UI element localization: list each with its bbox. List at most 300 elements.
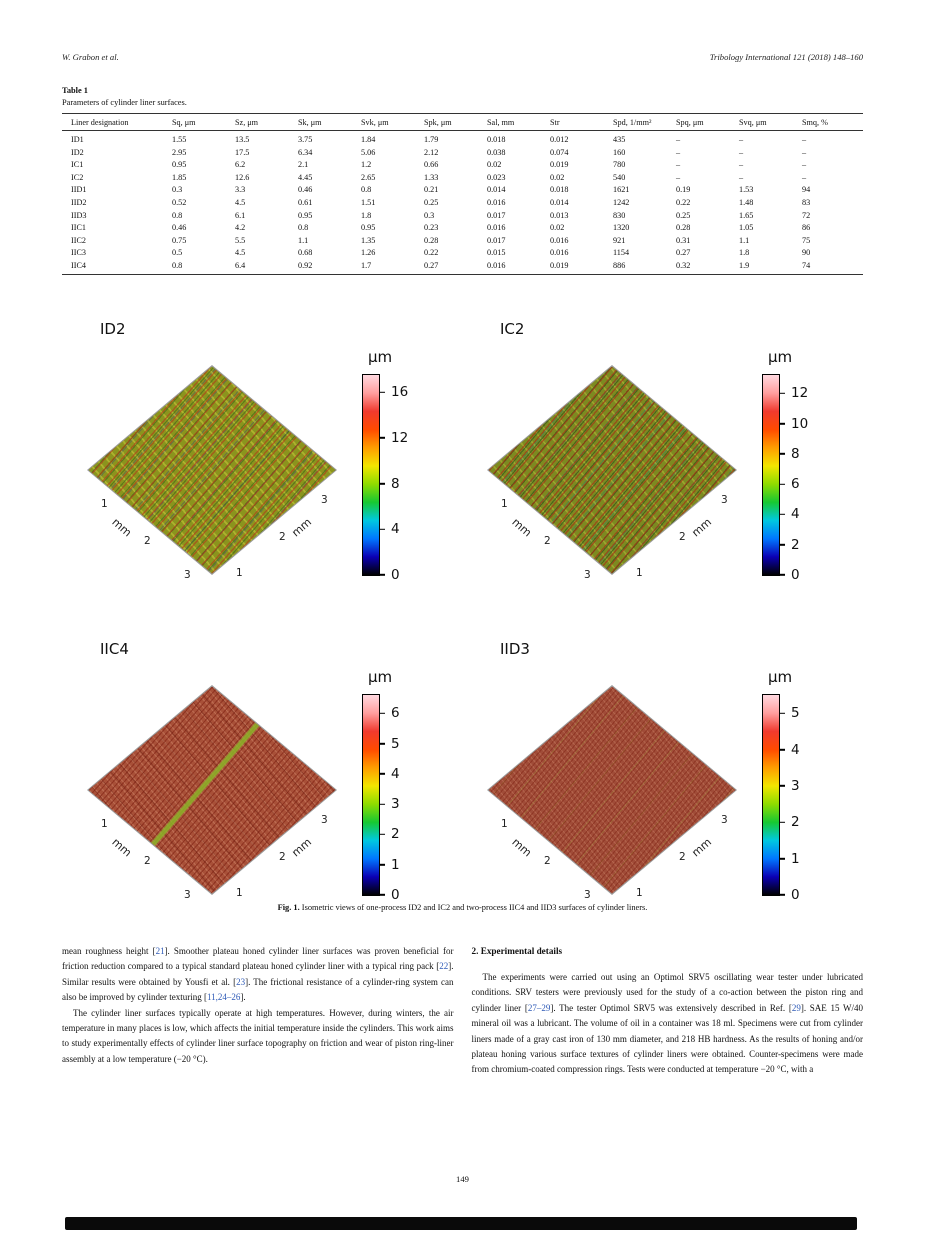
colorbar-tick-label: 10 bbox=[791, 415, 809, 432]
colorbar-tick-label: 2 bbox=[791, 814, 800, 831]
liner-designation-cell: IID1 bbox=[71, 185, 87, 195]
axis-tick-label: 3 bbox=[184, 569, 191, 581]
colorbar-tick bbox=[379, 803, 385, 805]
value-cell: – bbox=[676, 147, 681, 157]
paragraph: The experiments were carried out using an Optimol SRV5 oscillating wear tester under lubricated conditions. SRV testers were previously used for the study of a co-action between the piston ring and cylinder liner [27–29]. The tester Optimol SRV5 was extensively described in Ref. [29]. SAE 15 W/40 mineral oil was a lubricant. The volume of oil in a container was 18 ml. Specimens were cut from cylinder liners made of a gray cast iron of 130 mm diameter, and 218 HB hardness. As the results of honing and/or plateau honing various surface textures of cylinder liners were obtained. Counter-specimens were made from chromium-coated compression rings. Tests were conducted at temperature −20 °C, with a bbox=[471, 972, 863, 1075]
axis-tick-label: 3 bbox=[321, 494, 328, 506]
colorbar-unit-label: μm bbox=[368, 348, 393, 366]
colorbar-tick bbox=[779, 858, 785, 860]
surface-texture bbox=[89, 367, 336, 574]
value-cell: 72 bbox=[802, 210, 811, 220]
figure-caption-label: Fig. 1. bbox=[277, 903, 300, 912]
section-heading: 2. Experimental details bbox=[471, 946, 563, 956]
colorbar-tick-label: 0 bbox=[791, 567, 800, 583]
value-cell: 2.95 bbox=[172, 147, 187, 157]
figure-panel-IC2 bbox=[462, 320, 857, 615]
figure-panel-ID2 bbox=[62, 320, 457, 615]
value-cell: 0.017 bbox=[487, 235, 506, 245]
axis-unit-label: mm bbox=[109, 835, 135, 860]
colorbar bbox=[362, 374, 409, 583]
value-cell: 0.016 bbox=[550, 235, 569, 245]
value-cell: 1.8 bbox=[739, 248, 750, 258]
value-cell: 0.28 bbox=[676, 223, 691, 233]
value-cell: 0.8 bbox=[170, 259, 233, 274]
value-cell: 0.61 bbox=[298, 197, 313, 207]
citation-link[interactable]: 27–29 bbox=[527, 1002, 551, 1013]
colorbar-tick-label: 1 bbox=[791, 850, 800, 867]
value-cell: 0.013 bbox=[550, 210, 569, 220]
value-cell: 1.1 bbox=[298, 235, 309, 245]
colorbar-tick bbox=[779, 453, 785, 455]
value-cell: 1.1 bbox=[739, 235, 750, 245]
value-cell: 0.017 bbox=[487, 210, 506, 220]
value-cell: 0.95 bbox=[361, 223, 376, 233]
value-cell: 0.22 bbox=[424, 248, 439, 258]
bottom-scan-bar bbox=[65, 1217, 857, 1230]
liner-designation-cell: ID2 bbox=[71, 147, 84, 157]
axis-tick-label: 3 bbox=[584, 569, 591, 581]
surface-base bbox=[487, 365, 737, 575]
table-column-header: Spk, μm bbox=[422, 114, 485, 131]
value-cell: 0.02 bbox=[487, 160, 502, 170]
table-row bbox=[62, 247, 863, 260]
value-cell: 1.26 bbox=[361, 248, 376, 258]
value-cell: 0.68 bbox=[298, 248, 313, 258]
table-block bbox=[62, 86, 863, 275]
table-column-header: Liner designation bbox=[62, 114, 170, 131]
value-cell: 0.46 bbox=[172, 223, 187, 233]
value-cell: 1.7 bbox=[359, 259, 422, 274]
colorbar-tick bbox=[779, 423, 785, 425]
colorbar-tick-label: 5 bbox=[391, 735, 400, 752]
colorbar-gradient bbox=[763, 375, 779, 575]
value-cell: 0.3 bbox=[172, 185, 183, 195]
table-column-header: Str bbox=[548, 114, 611, 131]
colorbar-tick bbox=[779, 514, 785, 516]
panel-title: IIC4 bbox=[100, 640, 129, 658]
colorbar-tick bbox=[379, 743, 385, 745]
value-cell: 435 bbox=[613, 135, 626, 144]
axis-tick-label: 2 bbox=[279, 531, 286, 543]
colorbar-tick bbox=[779, 785, 785, 787]
value-cell: 1242 bbox=[613, 197, 630, 207]
value-cell: 886 bbox=[611, 259, 674, 274]
colorbar-tick-label: 2 bbox=[791, 536, 800, 553]
value-cell: 921 bbox=[613, 235, 626, 245]
surface-plot bbox=[487, 365, 737, 581]
axis-tick-label: 3 bbox=[321, 814, 328, 826]
value-cell: 75 bbox=[802, 235, 811, 245]
value-cell: 94 bbox=[802, 185, 811, 195]
colorbar-tick bbox=[779, 894, 785, 896]
running-authors: W. Grabon et al. bbox=[62, 52, 119, 62]
value-cell: 0.5 bbox=[172, 248, 183, 258]
table-column-header: Sal, mm bbox=[485, 114, 548, 131]
colorbar-tick bbox=[779, 392, 785, 394]
value-cell: 0.8 bbox=[298, 223, 309, 233]
value-cell: – bbox=[739, 160, 744, 170]
surface-texture bbox=[489, 687, 736, 894]
value-cell: 4.2 bbox=[235, 223, 246, 233]
table-column-header: Svk, μm bbox=[359, 114, 422, 131]
value-cell: 540 bbox=[613, 172, 626, 182]
value-cell: 1.8 bbox=[361, 210, 372, 220]
colorbar-tick-label: 4 bbox=[391, 521, 400, 538]
axis-unit-label: mm bbox=[109, 515, 135, 540]
liner-designation-cell: ID1 bbox=[71, 135, 84, 144]
colorbar-tick bbox=[379, 773, 385, 775]
value-cell: 780 bbox=[613, 160, 626, 170]
value-cell: 1320 bbox=[613, 223, 630, 233]
colorbar-tick-label: 3 bbox=[791, 777, 800, 794]
colorbar-tick-label: 8 bbox=[791, 445, 800, 462]
table-column-header: Sq, μm bbox=[170, 114, 233, 131]
value-cell: 4.5 bbox=[235, 248, 246, 258]
colorbar-unit-label: μm bbox=[768, 668, 793, 686]
colorbar-tick-label: 3 bbox=[391, 796, 400, 813]
value-cell: 0.014 bbox=[487, 185, 506, 195]
figure-1 bbox=[62, 315, 863, 940]
table-row bbox=[62, 209, 863, 222]
value-cell: 0.92 bbox=[296, 259, 359, 274]
value-cell: 830 bbox=[613, 210, 626, 220]
value-cell: 0.46 bbox=[298, 185, 313, 195]
value-cell: 1621 bbox=[613, 185, 630, 195]
value-cell: 3.75 bbox=[298, 135, 313, 144]
value-cell: 0.016 bbox=[487, 197, 506, 207]
colorbar-tick bbox=[779, 574, 785, 576]
surface-base bbox=[87, 685, 337, 895]
table-row bbox=[62, 171, 863, 184]
colorbar-tick-label: 4 bbox=[391, 765, 400, 782]
value-cell: 1154 bbox=[613, 248, 630, 258]
table-column-header: Spd, 1/mm² bbox=[611, 114, 674, 131]
colorbar-unit-label: μm bbox=[768, 348, 793, 366]
axis-tick-label: 1 bbox=[501, 498, 508, 510]
colorbar bbox=[762, 374, 809, 583]
table-column-header: Sk, μm bbox=[296, 114, 359, 131]
citation-link[interactable]: 22 bbox=[439, 961, 449, 972]
value-cell: 2.12 bbox=[424, 147, 439, 157]
surface-base bbox=[87, 365, 337, 575]
colorbar bbox=[762, 694, 800, 903]
value-cell: – bbox=[676, 135, 681, 144]
value-cell: 0.75 bbox=[172, 235, 187, 245]
value-cell: 0.66 bbox=[424, 160, 439, 170]
axis-tick-label: 3 bbox=[721, 494, 728, 506]
value-cell: 1.9 bbox=[737, 259, 800, 274]
table-column-header: Svq, μm bbox=[737, 114, 800, 131]
surface-texture bbox=[489, 367, 736, 574]
body-text bbox=[62, 944, 863, 1078]
colorbar-tick-label: 16 bbox=[391, 384, 409, 401]
figure-caption-text: Isometric views of one-process ID2 and IC2 and two-process IIC4 and IID3 surfaces of cylinder liners. bbox=[299, 903, 648, 912]
colorbar-column bbox=[362, 348, 452, 583]
colorbar-unit-label: μm bbox=[368, 668, 393, 686]
table-caption: Parameters of cylinder liner surfaces. bbox=[62, 98, 187, 107]
value-cell: 0.23 bbox=[424, 223, 439, 233]
page-number: 149 bbox=[456, 1174, 469, 1184]
value-cell: 1.53 bbox=[739, 185, 754, 195]
colorbar-tick bbox=[379, 864, 385, 866]
value-cell: 5.5 bbox=[235, 235, 246, 245]
axis-tick-label: 1 bbox=[236, 567, 243, 579]
liner-designation-cell: IC2 bbox=[71, 172, 84, 182]
value-cell: 160 bbox=[613, 147, 626, 157]
value-cell: 0.52 bbox=[172, 197, 187, 207]
surface-base bbox=[487, 685, 737, 895]
value-cell: – bbox=[739, 135, 744, 144]
liner-designation-cell: IIC2 bbox=[71, 235, 87, 245]
liner-designation-cell: IIC3 bbox=[71, 248, 87, 258]
colorbar-gradient bbox=[363, 375, 379, 575]
table-column-header: Spq, μm bbox=[674, 114, 737, 131]
colorbar-tick-label: 6 bbox=[791, 476, 800, 493]
axis-tick-label: 3 bbox=[721, 814, 728, 826]
axis-unit-label: mm bbox=[289, 515, 315, 540]
value-cell: 0.8 bbox=[172, 210, 183, 220]
value-cell: 1.48 bbox=[739, 197, 754, 207]
axis-tick-label: 2 bbox=[144, 535, 151, 547]
value-cell: 12.6 bbox=[235, 172, 250, 182]
value-cell: 0.015 bbox=[487, 248, 506, 258]
axis-tick-label: 1 bbox=[636, 567, 643, 579]
table-label: Table 1 bbox=[62, 86, 88, 95]
table-row bbox=[62, 234, 863, 247]
parameters-table bbox=[62, 113, 863, 275]
journal-citation: Tribology International 121 (2018) 148–160 bbox=[709, 52, 863, 62]
colorbar-tick bbox=[379, 834, 385, 836]
value-cell: 0.25 bbox=[676, 210, 691, 220]
colorbar-column bbox=[362, 668, 452, 903]
value-cell: – bbox=[802, 160, 807, 170]
figure-panel-IIC4 bbox=[62, 640, 457, 935]
colorbar-tick-label: 8 bbox=[391, 475, 400, 492]
value-cell: – bbox=[676, 160, 681, 170]
colorbar-tick bbox=[379, 391, 385, 393]
value-cell: 1.51 bbox=[361, 197, 376, 207]
colorbar-column bbox=[762, 348, 852, 583]
table-row bbox=[62, 158, 863, 171]
colorbar-tick bbox=[379, 894, 385, 896]
value-cell: 0.02 bbox=[550, 172, 565, 182]
value-cell: 13.5 bbox=[235, 135, 250, 144]
value-cell: – bbox=[739, 172, 744, 182]
colorbar-tick-label: 1 bbox=[391, 856, 400, 873]
table-row bbox=[62, 184, 863, 197]
axis-unit-label: mm bbox=[289, 835, 315, 860]
figure-caption bbox=[62, 903, 863, 912]
surface-plot bbox=[487, 685, 737, 901]
right-column-paragraphs bbox=[472, 970, 864, 1078]
value-cell: 1.35 bbox=[361, 235, 376, 245]
value-cell: 0.25 bbox=[424, 197, 439, 207]
value-cell: 17.5 bbox=[235, 147, 250, 157]
value-cell: 0.32 bbox=[674, 259, 737, 274]
page-header bbox=[62, 52, 863, 62]
colorbar bbox=[362, 694, 400, 903]
colorbar-tick bbox=[379, 483, 385, 485]
colorbar-tick-label: 4 bbox=[791, 506, 800, 523]
colorbar-tick-label: 4 bbox=[791, 741, 800, 758]
value-cell: 0.95 bbox=[298, 210, 313, 220]
value-cell: 83 bbox=[802, 197, 811, 207]
axis-tick-label: 3 bbox=[184, 889, 191, 901]
colorbar-tick bbox=[779, 749, 785, 751]
value-cell: 1.79 bbox=[424, 135, 439, 144]
axis-tick-label: 2 bbox=[544, 855, 551, 867]
value-cell: 6.1 bbox=[235, 210, 246, 220]
colorbar-tick-label: 6 bbox=[391, 705, 400, 722]
value-cell: 0.22 bbox=[676, 197, 691, 207]
liner-designation-cell: IIC4 bbox=[62, 259, 170, 274]
value-cell: 0.31 bbox=[676, 235, 691, 245]
body-left-column bbox=[62, 944, 454, 1078]
axis-tick-label: 1 bbox=[501, 818, 508, 830]
axis-unit-label: mm bbox=[509, 835, 535, 860]
colorbar-gradient bbox=[363, 695, 379, 895]
citation-link[interactable]: 21 bbox=[155, 946, 165, 956]
panel-title: IC2 bbox=[500, 320, 525, 338]
colorbar-tick bbox=[779, 483, 785, 485]
value-cell: 3.3 bbox=[235, 185, 246, 195]
liner-designation-cell: IIC1 bbox=[71, 223, 87, 233]
table-row bbox=[62, 221, 863, 234]
table-row bbox=[62, 259, 863, 274]
value-cell: 0.018 bbox=[487, 135, 506, 144]
value-cell: 1.05 bbox=[739, 223, 754, 233]
axis-tick-label: 2 bbox=[544, 535, 551, 547]
panel-title: IID3 bbox=[500, 640, 530, 658]
colorbar-tick bbox=[779, 712, 785, 714]
value-cell: 0.016 bbox=[550, 248, 569, 258]
axis-tick-label: 1 bbox=[236, 887, 243, 899]
value-cell: 0.019 bbox=[548, 259, 611, 274]
value-cell: 6.34 bbox=[298, 147, 313, 157]
value-cell: 0.012 bbox=[550, 135, 569, 144]
body-right-column bbox=[472, 944, 864, 1078]
axis-tick-label: 1 bbox=[101, 498, 108, 510]
value-cell: 6.4 bbox=[233, 259, 296, 274]
axis-unit-label: mm bbox=[689, 835, 715, 860]
value-cell: – bbox=[802, 147, 807, 157]
liner-designation-cell: IID2 bbox=[71, 197, 87, 207]
value-cell: 0.019 bbox=[550, 160, 569, 170]
colorbar-tick bbox=[779, 821, 785, 823]
citation-link[interactable]: 23 bbox=[236, 976, 246, 987]
value-cell: – bbox=[802, 172, 807, 182]
value-cell: 0.3 bbox=[424, 210, 435, 220]
liner-designation-cell: IID3 bbox=[71, 210, 87, 220]
colorbar-tick-label: 12 bbox=[391, 429, 409, 446]
value-cell: 0.023 bbox=[487, 172, 506, 182]
colorbar-tick bbox=[379, 437, 385, 439]
colorbar-tick bbox=[379, 574, 385, 576]
table-column-header: Sz, μm bbox=[233, 114, 296, 131]
axis-tick-label: 2 bbox=[144, 855, 151, 867]
table-header-row bbox=[62, 114, 863, 131]
value-cell: 5.06 bbox=[361, 147, 376, 157]
value-cell: 1.2 bbox=[361, 160, 372, 170]
axis-tick-label: 2 bbox=[679, 851, 686, 863]
value-cell: 4.45 bbox=[298, 172, 313, 182]
axis-unit-label: mm bbox=[689, 515, 715, 540]
value-cell: 0.19 bbox=[676, 185, 691, 195]
surface-plot bbox=[87, 685, 337, 901]
value-cell: 1.84 bbox=[361, 135, 376, 144]
table-row bbox=[62, 196, 863, 209]
axis-tick-label: 2 bbox=[679, 531, 686, 543]
value-cell: 0.21 bbox=[424, 185, 439, 195]
value-cell: 0.074 bbox=[550, 147, 569, 157]
colorbar-tick-label: 5 bbox=[791, 705, 800, 722]
colorbar-gradient bbox=[763, 695, 779, 895]
value-cell: 4.5 bbox=[235, 197, 246, 207]
table-row bbox=[62, 146, 863, 159]
colorbar-tick-label: 2 bbox=[391, 826, 400, 843]
colorbar-tick bbox=[379, 712, 385, 714]
colorbar-tick-label: 0 bbox=[391, 887, 400, 903]
paragraph: mean roughness height [21]. Smoother plateau honed cylinder liner surfaces was proven beneficial for friction reduction compared to a typical standard plateau honed cylinder liner with a typical ring pack [22]. Similar results were obtained by Yousfi et al. [23]. The frictional resistance of a cylinder-ring system can also be improved by cylinder texturing [11,24–26]. bbox=[62, 946, 454, 1003]
value-cell: – bbox=[739, 147, 744, 157]
table-row bbox=[62, 131, 863, 146]
value-cell: 2.65 bbox=[361, 172, 376, 182]
colorbar-tick-label: 0 bbox=[391, 567, 400, 583]
value-cell: 6.2 bbox=[235, 160, 246, 170]
value-cell: 0.014 bbox=[550, 197, 569, 207]
value-cell: – bbox=[676, 172, 681, 182]
surface-texture bbox=[89, 687, 336, 894]
colorbar-column bbox=[762, 668, 852, 903]
surface-plot bbox=[87, 365, 337, 581]
value-cell: 0.038 bbox=[487, 147, 506, 157]
value-cell: 1.33 bbox=[424, 172, 439, 182]
value-cell: 0.016 bbox=[487, 223, 506, 233]
value-cell: 1.85 bbox=[172, 172, 187, 182]
colorbar-tick bbox=[779, 544, 785, 546]
value-cell: 0.8 bbox=[361, 185, 372, 195]
value-cell: 86 bbox=[802, 223, 811, 233]
value-cell: 2.1 bbox=[298, 160, 309, 170]
value-cell: 74 bbox=[800, 259, 863, 274]
value-cell: 0.27 bbox=[422, 259, 485, 274]
liner-designation-cell: IC1 bbox=[71, 160, 84, 170]
table-body bbox=[62, 131, 863, 275]
panel-title: ID2 bbox=[100, 320, 126, 338]
value-cell: – bbox=[802, 135, 807, 144]
value-cell: 0.95 bbox=[172, 160, 187, 170]
value-cell: 0.02 bbox=[550, 223, 565, 233]
citation-link[interactable]: 11,24–26 bbox=[206, 992, 241, 1003]
citation-link[interactable]: 29 bbox=[791, 1002, 801, 1013]
colorbar-tick-label: 12 bbox=[791, 385, 809, 402]
table-column-header: Smq, % bbox=[800, 114, 863, 131]
colorbar-tick bbox=[379, 529, 385, 531]
value-cell: 90 bbox=[802, 248, 811, 258]
axis-unit-label: mm bbox=[509, 515, 535, 540]
value-cell: 0.016 bbox=[485, 259, 548, 274]
axis-tick-label: 3 bbox=[584, 889, 591, 901]
paragraph: The cylinder liner surfaces typically operate at high temperatures. However, during winters, the air temperature in many places is low, which affects the initial temperature inside the cylinders. This work aims to study experimentally effects of cylinder liner surface topography on friction and wear of piston ring-liner assembly at a low temperature (−20 °C). bbox=[62, 1007, 454, 1064]
value-cell: 0.27 bbox=[676, 248, 691, 258]
value-cell: 1.55 bbox=[172, 135, 187, 144]
value-cell: 0.28 bbox=[424, 235, 439, 245]
axis-tick-label: 2 bbox=[279, 851, 286, 863]
value-cell: 1.65 bbox=[739, 210, 754, 220]
colorbar-tick-label: 0 bbox=[791, 887, 800, 903]
axis-tick-label: 1 bbox=[636, 887, 643, 899]
value-cell: 0.018 bbox=[550, 185, 569, 195]
